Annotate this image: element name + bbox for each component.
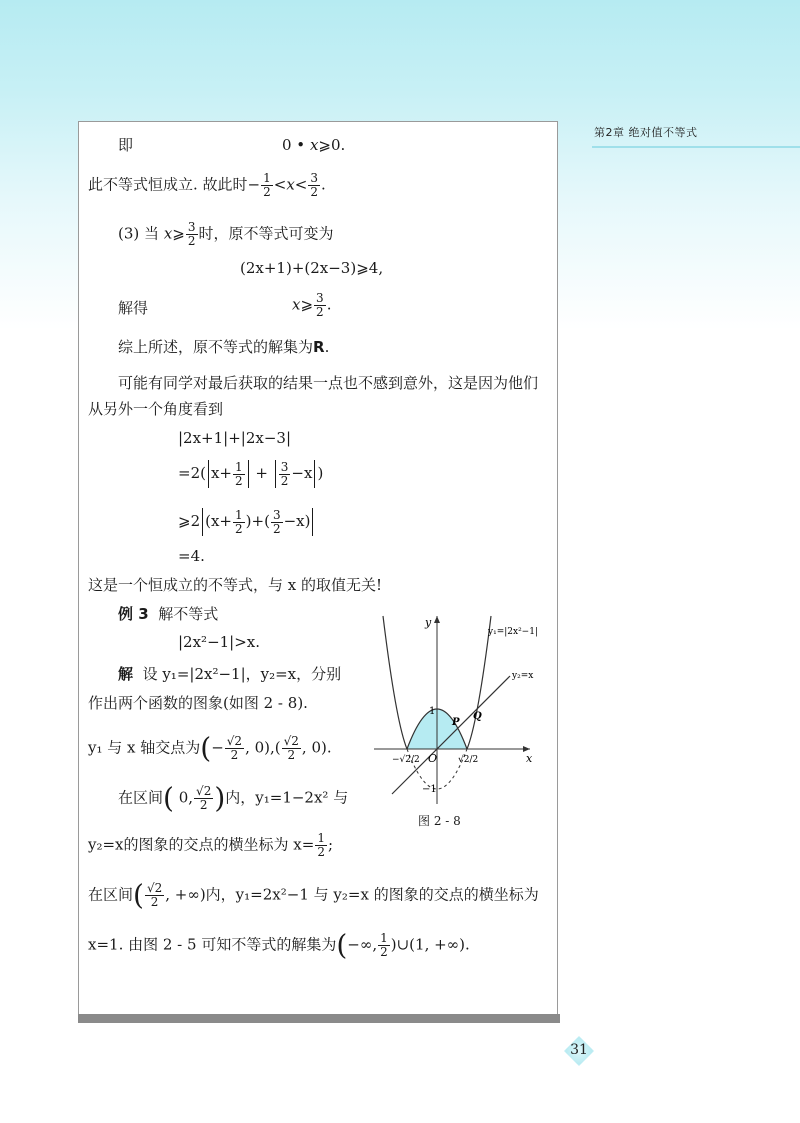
text-line-4: (2x+1)+(2x−3)⩾4, xyxy=(240,259,384,277)
y-axis-label: y xyxy=(425,616,432,629)
fraction: $\frac{3}{2}$ xyxy=(316,291,324,319)
text-line-9: |2x+1|+|2x−3| xyxy=(178,429,292,447)
x-axis-label: x xyxy=(526,752,533,765)
fraction: $\frac{√2}{2}$ xyxy=(283,734,299,762)
math-var: x xyxy=(309,136,319,154)
text-line-1-math xyxy=(282,135,345,155)
line-y2 xyxy=(392,676,510,794)
tick-label-1: 1 xyxy=(429,706,436,717)
text-line-2: 此不等式恒成立. 故此时− $\frac{1}{2}$ <x< $\frac{3}{2}$ . xyxy=(88,171,326,199)
fraction: $\frac{√2}{2}$ xyxy=(226,734,243,762)
text-line-6: 综上所述，原不等式的解集为R. xyxy=(118,338,330,356)
point-P-label: P xyxy=(452,717,460,728)
fraction: $\frac{3}{2}$ xyxy=(187,220,196,248)
tick-label-pos-root: √2/2 xyxy=(458,755,479,765)
text-line-11: ⩾2 (x+ $\frac{1}{2}$ )+( $\frac{3}{2}$ −x) xyxy=(178,508,315,536)
fraction: $\frac{1}{2}$ xyxy=(235,507,243,536)
text-line-5-math: x⩾ $\frac{3}{2}$ . xyxy=(292,291,332,319)
example-3-inequality: |2x²−1|>x. xyxy=(178,633,261,651)
text-line-10: =2( x+ $\frac{1}{2}$ + $\frac{3}{2}$ −x ) xyxy=(178,459,324,488)
text-fragment: 此不等式恒成立. 故此时− xyxy=(88,175,261,194)
fraction: $\frac{1}{2}$ xyxy=(317,831,325,859)
label-y1: y₁=|2x²−1| xyxy=(488,627,538,637)
point-Q-label: Q xyxy=(473,711,482,722)
label-y2: y₂=x xyxy=(512,671,534,681)
text-line-13: 这是一个恒成立的不等式，与 x 的取值无关! xyxy=(88,576,383,594)
solution-line-1: 解 设 y₁=|2x²−1|，y₂=x，分别 xyxy=(118,665,342,683)
math-fragment: ⩾0. xyxy=(318,136,346,154)
text-line-7: 可能有同学对最后获取的结果一点也不感到意外，这是因为他们 xyxy=(118,374,539,392)
fraction: $\frac{√2}{2}$ xyxy=(196,784,212,812)
text-line-1 xyxy=(118,135,133,155)
fraction: $\frac{3}{2}$ xyxy=(310,171,319,199)
solution-line-5: y₂=x的图象的交点的横坐标为 x= $\frac{1}{2}$ ; xyxy=(88,831,334,859)
page-number: 31 xyxy=(570,1042,588,1058)
fraction: $\frac{1}{2}$ xyxy=(263,171,271,199)
origin-label: O xyxy=(428,752,438,765)
figure-caption: 图 2 - 8 xyxy=(418,814,461,828)
solution-line-6: 在区间( $\frac{√2}{2}$ , +∞)内，y₁=2x²−1 与 y₂=x 的图象的交点的横坐标为 xyxy=(88,878,539,912)
fraction: $\frac{1}{2}$ xyxy=(235,459,243,488)
text-line-5: 解得 xyxy=(118,299,149,317)
figure-2-8 xyxy=(370,612,550,808)
text-line-12: =4. xyxy=(178,547,205,565)
solution-line-4: 在区间( 0, $\frac{√2}{2}$ )内，y₁=1−2x² 与 xyxy=(118,781,349,815)
math-fragment: 0 • xyxy=(282,136,310,154)
text-line-3: (3) 当 x⩾ $\frac{3}{2}$ 时，原不等式可变为 xyxy=(118,220,334,248)
example-3-heading: 例 3 解不等式 xyxy=(118,605,219,623)
solution-line-3: y₁ 与 x 轴交点为(− $\frac{√2}{2}$ , 0),( $\frac{√2}{2}$ , 0). xyxy=(88,731,332,765)
page-bottom-bar xyxy=(78,1014,560,1023)
tick-label-neg-root: −√2/2 xyxy=(392,755,420,765)
example-label: 例 3 xyxy=(118,605,149,623)
solution-line-7: x=1. 由图 2 - 5 可知不等式的解集为(−∞, $\frac{1}{2}$ )∪(1, +∞). xyxy=(88,928,470,962)
chapter-title: 第2章 绝对值不等式 xyxy=(594,126,698,139)
solution-label: 解 xyxy=(118,665,134,683)
header-right xyxy=(592,122,800,152)
curve-y1-left xyxy=(383,616,407,749)
fraction: $\frac{√2}{2}$ xyxy=(146,881,163,909)
text-fragment: 即 xyxy=(118,136,134,154)
fraction: $\frac{3}{2}$ xyxy=(280,459,289,488)
text-line-8: 从另外一个角度看到 xyxy=(88,400,224,418)
fraction: $\frac{1}{2}$ xyxy=(380,931,388,959)
page-number-badge xyxy=(560,1036,598,1066)
fraction: $\frac{3}{2}$ xyxy=(272,507,281,536)
y-axis-arrow xyxy=(434,616,440,623)
solution-line-2: 作出两个函数的图象(如图 2 - 8). xyxy=(88,694,308,712)
header-divider xyxy=(592,146,800,148)
tick-label-neg1: −1 xyxy=(422,784,437,795)
